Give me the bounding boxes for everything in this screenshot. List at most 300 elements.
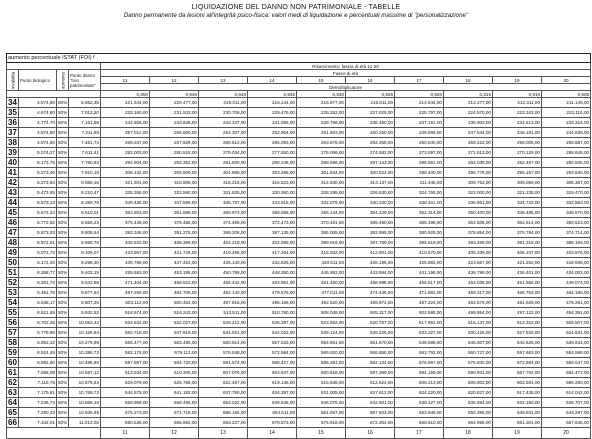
amount-cell: 572.694,00	[493, 358, 542, 368]
amount-cell: 495.168,00	[248, 298, 297, 308]
point-nonpat-value: 9.677,64	[69, 288, 101, 298]
amount-cell: 242.347,00	[199, 118, 248, 128]
amount-cell: 349.435,00	[101, 198, 150, 208]
amount-cell: 262.258,00	[346, 138, 395, 148]
amount-cell: 542.022,00	[248, 328, 297, 338]
point-value: 6.702,28	[19, 318, 57, 328]
amount-cell: 502.585,00	[395, 308, 444, 318]
amount-cell: 408.339,00	[444, 248, 493, 258]
point-nonpat-value: 6.862,35	[69, 98, 101, 108]
amount-cell: 597.867,00	[101, 358, 150, 368]
amount-cell: 675.273,00	[101, 408, 150, 418]
invalidity-value: 49	[8, 248, 17, 257]
amount-cell: 421.252,00	[493, 258, 542, 268]
amount-cell: 360.523,00	[542, 218, 591, 228]
table-row	[7, 218, 591, 228]
increase-value: 50%	[57, 178, 69, 188]
amount-cell: 346.570,00	[542, 208, 591, 218]
amount-cell: 352.314,00	[395, 208, 444, 218]
amount-cell: 423.567,00	[444, 258, 493, 268]
amount-cell: 509.507,00	[542, 318, 591, 328]
amount-cell: 560.514,00	[199, 338, 248, 348]
amount-cell: 404.219,00	[199, 238, 248, 248]
amount-cell: 489.872,00	[346, 298, 395, 308]
amount-cell: 609.213,00	[395, 378, 444, 388]
age-header: 15	[297, 77, 346, 84]
amount-cell: 557.533,00	[248, 338, 297, 348]
point-value: 6.621,68	[19, 308, 57, 318]
invalidity-value: 34	[8, 98, 17, 107]
table-row	[7, 408, 591, 418]
amount-cell: 241.058,00	[248, 118, 297, 128]
amount-cell: 255.660,00	[150, 128, 199, 138]
age-header: 20	[542, 77, 591, 84]
increase-value: 50%	[57, 228, 69, 238]
table-row	[7, 228, 591, 238]
amount-cell: 362.514,00	[493, 218, 542, 228]
increase-value: 50%	[57, 158, 69, 168]
point-nonpat-value: 7.461,74	[69, 138, 101, 148]
point-value: 4.674,80	[19, 108, 57, 118]
age-header: 13	[199, 77, 248, 84]
point-nonpat-value: 7.760,63	[69, 158, 101, 168]
amount-cell: 415.032,00	[297, 248, 346, 258]
amount-cell: 632.180,00	[493, 398, 542, 408]
amount-cell: 263.675,00	[297, 138, 346, 148]
amount-cell: 321.235,00	[493, 188, 542, 198]
amount-cell: 244.926,00	[101, 118, 150, 128]
invalidity-value: 41	[8, 168, 17, 177]
amount-cell: 403.876,00	[542, 248, 591, 258]
amount-cell: 566.856,00	[346, 348, 395, 358]
amount-cell: 563.792,00	[395, 348, 444, 358]
amount-cell: 234.613,00	[493, 118, 542, 128]
point-nonpat-value: 9.403,15	[69, 268, 101, 278]
band-title: Risarcimento: fascia di età 11-20	[101, 63, 591, 70]
increase-value: 50%	[57, 128, 69, 138]
amount-cell: 434.003,00	[542, 268, 591, 278]
amount-cell: 492.520,00	[297, 298, 346, 308]
amount-cell: 643.287,00	[542, 408, 591, 418]
amount-cell: 563.496,00	[150, 338, 199, 348]
point-nonpat-value: 8.958,76	[69, 238, 101, 248]
amount-cell: 300.022,00	[346, 168, 395, 178]
increase-value: 50%	[57, 208, 69, 218]
amount-cell: 258.005,00	[493, 138, 542, 148]
invalidity-value: 60	[8, 358, 17, 367]
table-row	[7, 108, 591, 118]
amount-cell: 523.582,00	[297, 318, 346, 328]
amount-cell: 256.587,00	[542, 138, 591, 148]
amount-cell: 650.395,00	[444, 408, 493, 418]
amount-cell: 319.470,00	[542, 188, 591, 198]
invalidity-value: 62	[8, 378, 17, 387]
amount-cell: 304.888,00	[199, 168, 248, 178]
demultiplier-value: 0,905	[542, 91, 591, 98]
amount-cell: 391.319,00	[493, 238, 542, 248]
increase-value: 50%	[57, 278, 69, 288]
amount-cell: 328.295,00	[297, 188, 346, 198]
point-value: 5.273,46	[19, 168, 57, 178]
amount-cell: 387.135,00	[248, 228, 297, 238]
point-nonpat-value: 7.161,58	[69, 118, 101, 128]
amount-cell: 358.058,00	[248, 208, 297, 218]
amount-cell: 417.264,00	[248, 248, 297, 258]
table-row	[7, 208, 591, 218]
increase-value: 50%	[57, 98, 69, 108]
amount-cell: 579.112,00	[150, 348, 199, 358]
invalidity-value: 52	[8, 278, 17, 287]
amount-cell: 668.610,00	[395, 418, 444, 428]
age-header: 18	[444, 77, 493, 84]
amount-cell: 508.048,00	[297, 308, 346, 318]
footer-age: 17	[395, 428, 444, 439]
invalidity-value: 55	[8, 308, 17, 317]
amount-cell: 269.347,00	[101, 138, 150, 148]
amount-cell: 612.524,00	[346, 378, 395, 388]
amount-cell: 296.778,00	[444, 168, 493, 178]
amount-cell: 635.654,00	[444, 398, 493, 408]
table-row	[7, 98, 591, 108]
amount-cell: 542.625,00	[493, 338, 542, 348]
amount-cell: 406.369,00	[150, 238, 199, 248]
table-row	[7, 338, 591, 348]
amount-cell: 406.107,00	[493, 248, 542, 258]
age-header: 11	[101, 77, 150, 84]
amount-cell: 661.057,00	[297, 408, 346, 418]
age-band-label: Fasce di età	[101, 70, 591, 77]
invalidity-value: 58	[8, 338, 17, 347]
amount-cell: 376.456,00	[150, 218, 199, 228]
amount-cell: 533.327,00	[395, 328, 444, 338]
footer-age: 20	[542, 428, 591, 439]
point-nonpat-value: 9.542,58	[69, 278, 101, 288]
amount-cell: 336.561,00	[444, 198, 493, 208]
amount-cell: 551.570,00	[346, 338, 395, 348]
footer-age: 12	[150, 428, 199, 439]
table-row	[7, 238, 591, 248]
amount-cell: 385.065,00	[297, 228, 346, 238]
amount-cell: 661.301,00	[493, 418, 542, 428]
point-value: 6.853,32	[19, 338, 57, 348]
table-row	[7, 198, 591, 208]
amount-cell: 338.401,00	[395, 198, 444, 208]
amount-cell: 642.601,00	[346, 398, 395, 408]
point-nonpat-value: 8.809,54	[69, 228, 101, 238]
amount-cell: 445.992,00	[297, 268, 346, 278]
point-nonpat-value: 10.279,98	[69, 338, 101, 348]
amount-cell: 314.830,00	[297, 178, 346, 188]
amount-cell: 510.780,00	[248, 308, 297, 318]
amount-cell: 435.140,00	[199, 258, 248, 268]
amount-cell: 671.719,00	[150, 408, 199, 418]
amount-cell: 500.464,00	[150, 298, 199, 308]
amount-cell: 653.949,00	[395, 408, 444, 418]
amount-cell: 218.144,00	[248, 98, 297, 108]
amount-cell: 285.591,00	[395, 158, 444, 168]
amount-cell: 330.060,00	[248, 188, 297, 198]
amount-cell: 548.588,00	[395, 338, 444, 348]
amount-cell: 248.896,00	[395, 128, 444, 138]
page-subtitle: Danno permanente da lesioni all'integrità psico-fisica: valori medi di liquidazione e percentuali massime di "personalizzazione"	[123, 12, 469, 19]
amount-cell: 331.825,00	[199, 188, 248, 198]
table-row	[7, 308, 591, 318]
amount-cell: 374.465,00	[199, 218, 248, 228]
amount-cell: 359.973,00	[199, 208, 248, 218]
table-row	[7, 118, 591, 128]
amount-cell: 378.448,00	[101, 218, 150, 228]
amount-cell: 518.974,00	[101, 308, 150, 318]
invalidity-value: 63	[8, 388, 17, 397]
amount-cell: 252.954,00	[248, 128, 297, 138]
increase-value: 50%	[57, 258, 69, 268]
amount-cell: 644.575,00	[101, 388, 150, 398]
amount-cell: 566.477,00	[101, 338, 150, 348]
amount-cell: 265.093,00	[248, 138, 297, 148]
table-row	[7, 418, 591, 428]
amount-cell: 308.059,00	[493, 178, 542, 188]
amount-cell: 672.264,00	[346, 418, 395, 428]
table-row	[7, 168, 591, 178]
amount-cell: 539.124,00	[297, 328, 346, 338]
amount-cell: 370.481,00	[297, 218, 346, 228]
point-nonpat-value: 7.910,19	[69, 168, 101, 178]
increase-value: 50%	[57, 408, 69, 418]
point-nonpat-value: 7.311,88	[69, 128, 101, 138]
amount-cell: 572.984,00	[248, 348, 297, 358]
point-value: 7.290,43	[19, 408, 57, 418]
point-value: 7.058,08	[19, 368, 57, 378]
amount-cell: 345.757,00	[199, 198, 248, 208]
amount-cell: 505.317,00	[346, 308, 395, 318]
amount-cell: 524.631,00	[542, 328, 591, 338]
amount-cell: 554.599,00	[542, 348, 591, 358]
invalidity-value: 51	[8, 268, 17, 277]
amount-cell: 321.601,00	[101, 178, 150, 188]
point-nonpat-value: 11.013,02	[69, 418, 101, 428]
amount-cell: 410.570,00	[395, 248, 444, 258]
table-row	[7, 258, 591, 268]
amount-cell: 527.530,00	[493, 328, 542, 338]
point-value: 5.074,27	[19, 148, 57, 158]
amount-cell: 254.307,00	[199, 128, 248, 138]
amount-cell: 451.555,00	[493, 278, 542, 288]
point-nonpat-value: 7.012,20	[69, 108, 101, 118]
amount-cell: 439.769,00	[101, 258, 150, 268]
amount-cell: 354.229,00	[346, 208, 395, 218]
amount-cell: 356.144,00	[297, 208, 346, 218]
amount-cell: 450.788,00	[199, 268, 248, 278]
amount-cell: 340.240,00	[346, 198, 395, 208]
amount-cell: 597.389,00	[346, 368, 395, 378]
point-value: 6.172,20	[19, 258, 57, 268]
amount-cell: 569.920,00	[297, 348, 346, 358]
amount-cell: 378.854,00	[444, 228, 493, 238]
amount-cell: 487.224,00	[395, 298, 444, 308]
amount-cell: 584.472,00	[542, 368, 591, 378]
amount-cell: 438.799,00	[444, 268, 493, 278]
amount-cell: 554.551,00	[297, 338, 346, 348]
point-value: 6.779,96	[19, 328, 57, 338]
amount-cell: 221.644,00	[101, 98, 150, 108]
amount-cell: 294.904,00	[101, 158, 150, 168]
amount-cell: 347.596,00	[150, 198, 199, 208]
amount-cell: 239.768,00	[297, 118, 346, 128]
amount-cell: 679.573,00	[248, 418, 297, 428]
table-row	[7, 278, 591, 288]
col-header-invalidity: invalidità	[7, 70, 19, 91]
amount-cell: 332.883,00	[542, 198, 591, 208]
table-row	[7, 368, 591, 378]
amount-cell: 441.196,00	[395, 268, 444, 278]
amount-cell: 550.718,00	[101, 328, 150, 338]
col-header-point-nonpat: Punto danno "non patrimoniale"	[69, 70, 101, 91]
point-value: 4.874,60	[19, 128, 57, 138]
point-value: 6.268,77	[19, 268, 57, 278]
amount-cell: 575.840,00	[444, 358, 493, 368]
page-title: LIQUIDAZIONE DEL DANNO NON PATRIMONIALE - TABELLE	[191, 4, 401, 11]
point-value: 5.473,65	[19, 188, 57, 198]
amount-cell: 578.987,00	[395, 358, 444, 368]
demultiplier-value: 0,920	[395, 91, 444, 98]
point-nonpat-value: 7.611,41	[69, 148, 101, 158]
amount-cell: 590.931,00	[444, 368, 493, 378]
table-row	[7, 288, 591, 298]
amount-cell: 487.269,00	[101, 288, 150, 298]
col-header-point: Punto biologico	[19, 70, 57, 91]
amount-cell: 247.544,00	[444, 128, 493, 138]
amount-cell: 372.473,00	[248, 218, 297, 228]
amount-cell: 600.618,00	[297, 368, 346, 378]
point-value: 5.873,03	[19, 228, 57, 238]
amount-cell: 646.075,00	[297, 398, 346, 408]
invalidity-value: 50	[8, 258, 17, 267]
amount-cell: 380.925,00	[395, 228, 444, 238]
footer-age: 14	[248, 428, 297, 439]
amount-cell: 393.346,00	[101, 228, 150, 238]
amount-cell: 634.397,00	[248, 388, 297, 398]
amount-cell: 288.696,00	[297, 158, 346, 168]
amount-cell: 342.079,00	[297, 198, 346, 208]
increase-value: 50%	[57, 218, 69, 228]
amount-cell: 257.012,00	[101, 128, 150, 138]
amount-cell: 683.227,00	[199, 418, 248, 428]
increase-value: 50%	[57, 298, 69, 308]
amount-cell: 622.457,00	[199, 378, 248, 388]
increase-value: 50%	[57, 368, 69, 378]
amount-cell: 364.506,00	[444, 218, 493, 228]
amount-cell: 219.311,00	[199, 98, 248, 108]
amount-cell: 266.512,00	[199, 138, 248, 148]
invalidity-value: 59	[8, 348, 17, 357]
point-nonpat-value: 9.807,26	[69, 298, 101, 308]
table-row	[7, 148, 591, 158]
amount-cell: 624.220,00	[395, 388, 444, 398]
point-nonpat-value: 10.769,72	[69, 388, 101, 398]
amount-cell: 639.127,00	[395, 398, 444, 408]
footer-age: 18	[444, 428, 493, 439]
increase-value: 50%	[57, 148, 69, 158]
amount-cell: 517.952,00	[395, 318, 444, 328]
amount-cell: 211.145,00	[542, 98, 591, 108]
amount-cell: 547.819,00	[150, 328, 199, 338]
invalidity-value: 56	[8, 318, 17, 327]
amount-cell: 448.390,00	[248, 268, 297, 278]
age-header: 12	[150, 77, 199, 84]
amount-cell: 479.281,00	[542, 298, 591, 308]
invalidity-value: 45	[8, 208, 17, 217]
amount-cell: 324.765,00	[395, 188, 444, 198]
amount-cell: 225.797,00	[395, 108, 444, 118]
amount-cell: 428.196,00	[346, 258, 395, 268]
increase-value: 50%	[57, 318, 69, 328]
amount-cell: 408.520,00	[101, 238, 150, 248]
invalidity-value: 57	[8, 328, 17, 337]
amount-cell: 657.503,00	[346, 408, 395, 418]
point-value: 7.342,01	[19, 418, 57, 428]
amount-cell: 425.882,00	[395, 258, 444, 268]
point-nonpat-value: 10.679,64	[69, 378, 101, 388]
amount-cell: 212.311,00	[493, 98, 542, 108]
amount-cell: 432.825,00	[248, 258, 297, 268]
amount-cell: 374.714,00	[542, 228, 591, 238]
amount-cell: 282.487,00	[493, 158, 542, 168]
amount-cell: 529.212,00	[199, 318, 248, 328]
amount-cell: 279.034,00	[199, 148, 248, 158]
amount-cell: 290.248,00	[248, 158, 297, 168]
invalidity-value: 47	[8, 228, 17, 237]
demultiplier-value: 0,915	[444, 91, 493, 98]
amount-cell: 569.547,00	[542, 358, 591, 368]
amount-cell: 454.036,00	[444, 278, 493, 288]
amount-cell: 237.191,00	[395, 118, 444, 128]
amount-cell: 461.480,00	[297, 278, 346, 288]
point-value: 5.573,13	[19, 198, 57, 208]
amount-cell: 215.811,00	[346, 98, 395, 108]
increase-value: 50%	[57, 358, 69, 368]
invalidity-value: 44	[8, 198, 17, 207]
demultiplier-value: 0,935	[248, 91, 297, 98]
amount-cell: 366.498,00	[395, 218, 444, 228]
amount-cell: 668.165,00	[199, 408, 248, 418]
amount-cell: 530.428,00	[444, 328, 493, 338]
amount-cell: 536.225,00	[346, 328, 395, 338]
point-nonpat-value: 10.587,12	[69, 368, 101, 378]
amount-cell: 629.079,00	[101, 378, 150, 388]
amount-cell: 458.998,00	[346, 278, 395, 288]
amount-cell: 437.454,00	[150, 258, 199, 268]
amount-cell: 484.576,00	[444, 298, 493, 308]
amount-cell: 306.367,00	[542, 178, 591, 188]
amount-cell: 350.400,00	[444, 208, 493, 218]
amount-cell: 499.854,00	[444, 308, 493, 318]
amount-cell: 613.534,00	[101, 368, 150, 378]
point-value: 4.974,50	[19, 138, 57, 148]
increase-value: 50%	[57, 248, 69, 258]
amount-cell: 224.570,00	[444, 108, 493, 118]
amount-cell: 287.143,00	[346, 158, 395, 168]
amount-cell: 664.611,00	[248, 408, 297, 418]
amount-cell: 477.011,00	[297, 288, 346, 298]
table-row	[7, 138, 591, 148]
amount-cell: 393.469,00	[444, 238, 493, 248]
increase-value: 50%	[57, 328, 69, 338]
point-value: 4.774,70	[19, 118, 57, 128]
amount-cell: 216.977,00	[297, 98, 346, 108]
amount-cell: 594.720,00	[150, 358, 199, 368]
liquidation-table	[6, 53, 591, 439]
amount-cell: 469.317,00	[444, 288, 493, 298]
